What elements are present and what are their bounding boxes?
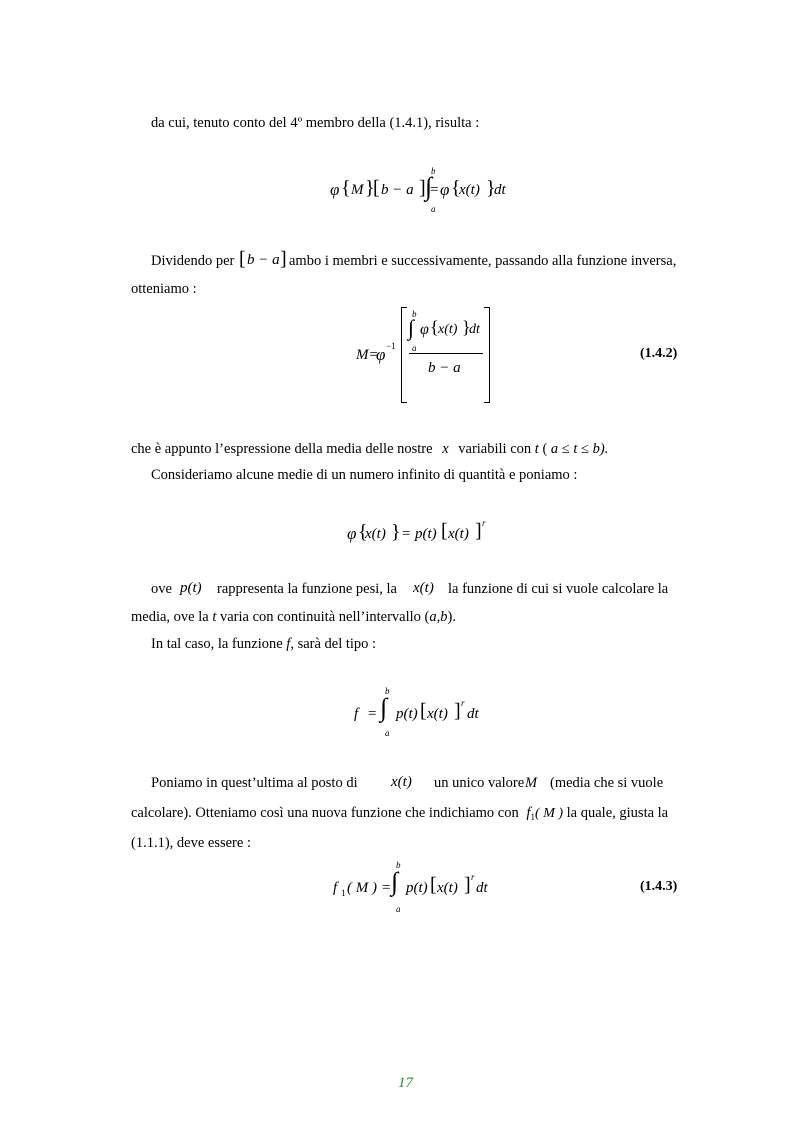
fraction-bar — [409, 353, 483, 354]
brace-open: { — [341, 177, 351, 199]
integral-sign: ∫ — [380, 693, 388, 722]
integral-sign: ∫ — [425, 172, 433, 201]
paragraph-calcolare: calcolare). Otteniamo così una nuova funzione che indichiamo con $f_1$( M ) la quale, giusta la — [131, 805, 669, 822]
paragraph-dividendo: Dividendo per [ b − a ] ambo i membri e successivamente, passando alla funzione inversa, — [151, 248, 677, 270]
bracket-right — [484, 307, 490, 403]
phi-symbol: φ — [330, 180, 340, 199]
paragraph-in-tal-caso: In tal caso, la funzione f, sarà del tipo : — [151, 636, 377, 652]
page-number: 17 — [398, 1075, 413, 1091]
bracket-left — [401, 307, 407, 403]
equation-2: M= φ −1 b ∫ a φ { x(t) } dt b − a — [356, 305, 496, 405]
equation-label-1-4-2: (1.4.2) — [640, 346, 678, 361]
paragraph-ove: ove p(t) rappresenta la funzione pesi, la x(t) la funzione di cui si vuole calcolare la — [151, 580, 669, 597]
paragraph-consideriamo: Consideriamo alcune medie di un numero infinito di quantità e poniamo : — [151, 467, 578, 483]
paragraph-intro: da cui, tenuto conto del 4º membro della (1.4.1), risulta : — [151, 115, 480, 131]
paragraph-deve-essere: (1.1.1), deve essere : — [131, 835, 251, 851]
paragraph-otteniamo: otteniamo : — [131, 281, 197, 297]
integral-sign: ∫ — [408, 315, 415, 340]
equation-5: f 1 ( M ) = b ∫ a p(t) [ x(t) ] r dt — [333, 860, 488, 914]
equation-label-1-4-3: (1.4.3) — [640, 879, 678, 894]
equation-4: f = b ∫ a p(t) [ x(t) ] r dt — [354, 686, 479, 738]
paragraph-espressione: che è appunto l’espressione della media delle nostre x variabili con t ( a ≤ t ≤ b). — [131, 441, 609, 457]
integral-sign: ∫ — [391, 867, 399, 896]
equation-1: φ { M } [ b − a ] = b ∫ a φ { x(t) } dt — [330, 166, 506, 214]
equation-3: φ { x(t) } = p(t) [ x(t) ] r — [347, 518, 486, 543]
paragraph-media: media, ove la t varia con continuità nell’intervallo (a,b). — [131, 609, 456, 625]
brace-close: } — [365, 177, 375, 199]
paragraph-poniamo: Poniamo in quest’ultima al posto di x(t) un unico valore M (media che si vuole — [151, 774, 664, 791]
